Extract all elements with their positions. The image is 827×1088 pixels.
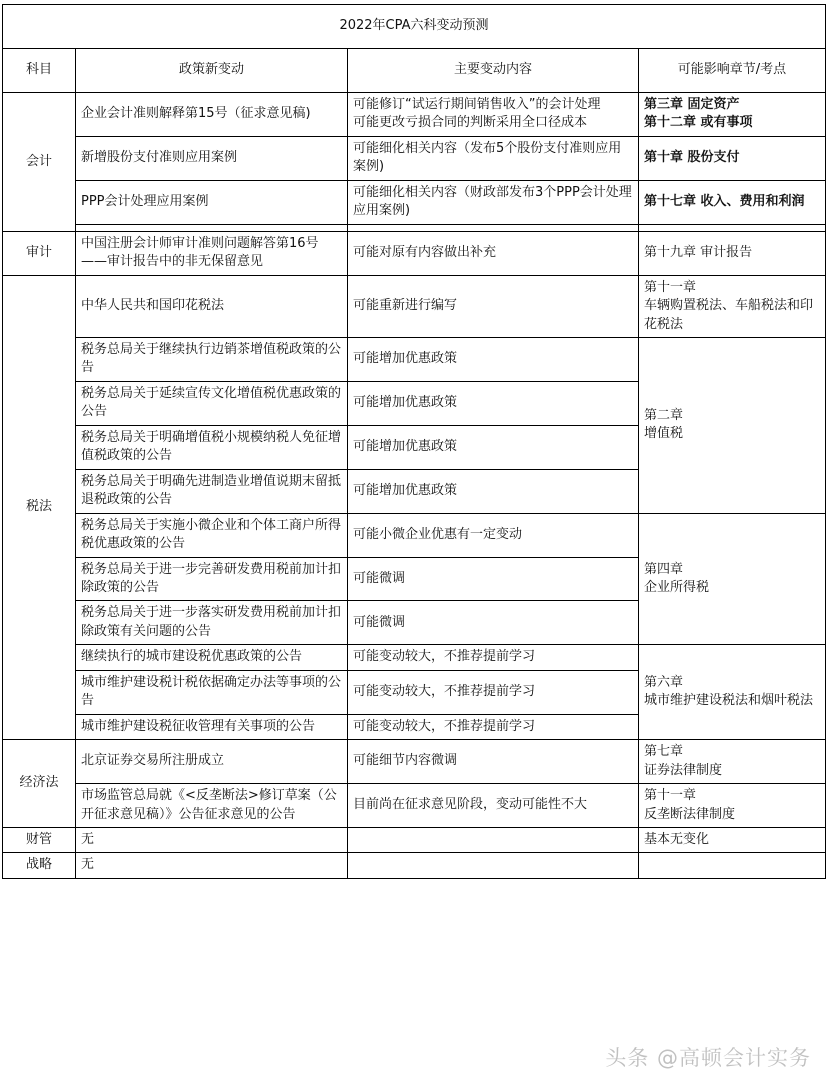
cell-line: 可能变动较大，不推荐提前学习 xyxy=(353,718,536,734)
content-cell xyxy=(348,645,639,670)
content-cell xyxy=(348,425,639,469)
cell-line: 企业所得税 xyxy=(644,579,710,595)
cell-line: 增值税 xyxy=(644,426,684,442)
cell-line: 可能更改亏损合同的判断采用全口径成本 xyxy=(353,115,588,131)
cell-line: 可能细节内容微调 xyxy=(353,753,458,769)
policy-cell: 税务总局关于明确先进制造业增值说期末留抵退税政策的公告 xyxy=(76,469,348,513)
table-row xyxy=(3,180,826,224)
policy-cell xyxy=(76,224,348,231)
table-row xyxy=(3,645,826,670)
cell-line: 可能小微企业优惠有一定变动 xyxy=(353,526,523,542)
cell-line: 可能细化相关内容（发布5个股份支付准则应用案例) xyxy=(353,140,622,175)
chapter-cell xyxy=(639,337,826,513)
content-cell xyxy=(348,670,639,714)
content-cell xyxy=(348,513,639,557)
cell-line: 可能变动较大，不推荐提前学习 xyxy=(353,649,536,665)
cell-line: 第六章 xyxy=(644,674,684,690)
content-cell xyxy=(348,275,639,337)
cell-line: 可能细化相关内容（财政部发布3个PPP会计处理应用案例) xyxy=(353,184,632,219)
content-cell xyxy=(348,557,639,601)
cell-line: 第二章 xyxy=(644,407,684,423)
table-row xyxy=(3,740,826,784)
cell-line: 可能增加优惠政策 xyxy=(353,395,458,411)
cell-line: 车辆购置税法、车船税法和印花税法 xyxy=(644,298,814,332)
cell-line: 第十章 股份支付 xyxy=(644,150,740,166)
policy-cell: 城市维护建设税计税依据确定办法等事项的公告 xyxy=(76,670,348,714)
content-cell xyxy=(348,337,639,381)
content-cell xyxy=(348,231,639,275)
column-header-chapter: 可能影响章节/考点 xyxy=(639,49,826,93)
table-row xyxy=(3,136,826,180)
table-row xyxy=(3,827,826,852)
content-cell xyxy=(348,93,639,137)
column-header-policy: 政策新变动 xyxy=(76,49,348,93)
subject-cell-1: 审计 xyxy=(3,231,76,275)
cell-line: 可能微调 xyxy=(353,570,406,586)
policy-cell: 新增股份支付准则应用案例 xyxy=(76,136,348,180)
subject-cell-5: 战略 xyxy=(3,853,76,878)
content-cell xyxy=(348,784,639,828)
subject-cell-4: 财管 xyxy=(3,827,76,852)
content-cell xyxy=(348,224,639,231)
policy-cell: 税务总局关于实施小微企业和个体工商户所得税优惠政策的公告 xyxy=(76,513,348,557)
cell-line: 基本无变化 xyxy=(644,831,710,847)
cell-line: 城市维护建设税法和烟叶税法 xyxy=(644,693,814,709)
chapter-cell xyxy=(639,827,826,852)
policy-cell: 税务总局关于进一步落实研发费用税前加计扣除政策有关问题的公告 xyxy=(76,601,348,645)
table-row xyxy=(3,784,826,828)
cell-line: 可能增加优惠政策 xyxy=(353,439,458,455)
policy-cell: 税务总局关于延续宣传文化增值税优惠政策的公告 xyxy=(76,381,348,425)
cell-line: 可能变动较大，不推荐提前学习 xyxy=(353,684,536,699)
title-row xyxy=(3,5,826,49)
cell-line: 第十一章 xyxy=(644,279,697,295)
page-title: 2022年CPA六科变动预测 xyxy=(3,5,826,49)
cell-line: 第四章 xyxy=(644,561,684,577)
policy-cell: 税务总局关于进一步完善研发费用税前加计扣除政策的公告 xyxy=(76,557,348,601)
policy-cell: 中华人民共和国印花税法 xyxy=(76,275,348,337)
cell-line: 可能微调 xyxy=(353,614,406,630)
policy-cell: 无 xyxy=(76,853,348,878)
chapter-cell xyxy=(639,231,826,275)
cell-line: 证券法律制度 xyxy=(644,762,723,778)
policy-cell: 城市维护建设税征收管理有关事项的公告 xyxy=(76,714,348,739)
content-cell xyxy=(348,714,639,739)
chapter-cell xyxy=(639,784,826,828)
cell-line: 可能对原有内容做出补充 xyxy=(353,244,497,260)
table-row xyxy=(3,231,826,275)
policy-cell: 企业会计准则解释第15号（征求意见稿) xyxy=(76,93,348,137)
cell-line: 目前尚在征求意见阶段，变动可能性不大 xyxy=(353,797,588,813)
chapter-cell xyxy=(639,853,826,878)
policy-cell: PPP会计处理应用案例 xyxy=(76,180,348,224)
chapter-cell xyxy=(639,93,826,137)
policy-cell: 无 xyxy=(76,827,348,852)
cell-line: 第十一章 xyxy=(644,788,697,804)
content-cell xyxy=(348,381,639,425)
content-cell xyxy=(348,469,639,513)
table-row xyxy=(3,513,826,557)
cell-line: 可能重新进行编写 xyxy=(353,298,458,314)
column-header-content: 主要变动内容 xyxy=(348,49,639,93)
watermark: 头条 @高顿会计实务 xyxy=(605,1046,811,1070)
subject-cell-0: 会计 xyxy=(3,93,76,232)
subject-cell-3: 经济法 xyxy=(3,740,76,828)
policy-cell: 继续执行的城市建设税优惠政策的公告 xyxy=(76,645,348,670)
chapter-cell xyxy=(639,180,826,224)
cell-line: 第三章 固定资产 xyxy=(644,97,740,112)
cell-line: 第十七章 收入、费用和利润 xyxy=(644,194,805,210)
content-cell xyxy=(348,853,639,878)
content-cell xyxy=(348,180,639,224)
chapter-cell xyxy=(639,645,826,740)
cell-line: 反垄断法律制度 xyxy=(644,806,736,822)
policy-cell: 税务总局关于明确增值税小规模纳税人免征增值税政策的公告 xyxy=(76,425,348,469)
chapter-cell xyxy=(639,136,826,180)
policy-cell: 北京证券交易所注册成立 xyxy=(76,740,348,784)
chapter-cell xyxy=(639,513,826,645)
content-cell xyxy=(348,827,639,852)
table-row xyxy=(3,275,826,337)
policy-cell: 税务总局关于继续执行边销茶增值税政策的公告 xyxy=(76,337,348,381)
content-cell xyxy=(348,601,639,645)
chapter-cell xyxy=(639,275,826,337)
content-cell xyxy=(348,740,639,784)
table-row xyxy=(3,93,826,137)
cell-line: 第十九章 审计报告 xyxy=(644,244,753,260)
table-row xyxy=(3,224,826,231)
subject-cell-2: 税法 xyxy=(3,275,76,740)
cell-line: 第七章 xyxy=(644,744,684,760)
cell-line: 可能增加优惠政策 xyxy=(353,482,458,498)
content-cell xyxy=(348,136,639,180)
header-row xyxy=(3,49,826,93)
cell-line: 可能修订“试运行期间销售收入”的会计处理 xyxy=(353,97,601,112)
table-row xyxy=(3,853,826,878)
cpa-changes-table xyxy=(2,4,826,879)
policy-cell: 市场监管总局就《<反垄断法>修订草案（公开征求意见稿）》公告征求意见的公告 xyxy=(76,784,348,828)
column-header-subject: 科目 xyxy=(3,49,76,93)
policy-cell: 中国注册会计师审计准则问题解答第16号——审计报告中的非无保留意见 xyxy=(76,231,348,275)
table-row xyxy=(3,337,826,381)
cell-line: 第十二章 或有事项 xyxy=(644,115,753,131)
chapter-cell xyxy=(639,224,826,231)
chapter-cell xyxy=(639,740,826,784)
cell-line: 可能增加优惠政策 xyxy=(353,351,458,367)
